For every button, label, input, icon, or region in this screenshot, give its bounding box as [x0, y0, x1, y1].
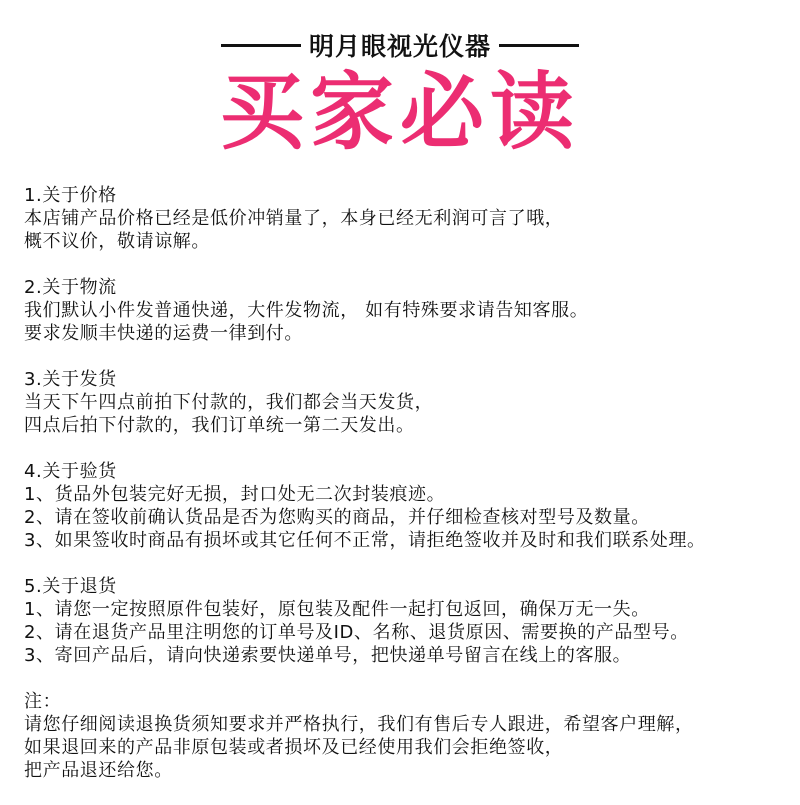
section-line: 本店铺产品价格已经是低价冲销量了，本身已经无利润可言了哦， [24, 208, 564, 229]
section-title: 注： [24, 691, 62, 712]
section-returns [24, 575, 794, 667]
section-line: 四点后拍下付款的，我们订单统一第二天发出。 [24, 415, 415, 436]
section-line: 2、请在签收前确认货品是否为您购买的商品，并仔细检查核对型号及数量。 [24, 507, 650, 528]
section-note [24, 690, 794, 782]
section-line: 当天下午四点前拍下付款的，我们都会当天发货， [24, 392, 434, 413]
section-line: 把产品退还给您。 [24, 760, 173, 781]
section-line: 3、如果签收时商品有损坏或其它任何不正常，请拒绝签收并及时和我们联系处理。 [24, 530, 706, 551]
section-shipping [24, 368, 794, 437]
brand-line-left [221, 44, 301, 47]
section-title: 5.关于退货 [24, 576, 117, 597]
section-line: 请您仔细阅读退换货须知要求并严格执行，我们有售后专人跟进，希望客户理解， [24, 714, 694, 735]
section-price [24, 184, 794, 253]
section-line: 要求发顺丰快递的运费一律到付。 [24, 323, 303, 344]
section-logistics [24, 276, 794, 345]
brand-line-right [499, 44, 579, 47]
section-line: 概不议价，敬请谅解。 [24, 231, 210, 252]
section-line: 1、请您一定按照原件包装好，原包装及配件一起打包返回，确保万无一失。 [24, 599, 650, 620]
section-line: 2、请在退货产品里注明您的订单号及ID、名称、退货原因、需要换的产品型号。 [24, 622, 689, 643]
page-title: 买家必读 [219, 63, 580, 161]
brand-header [0, 28, 800, 62]
section-line: 3、寄回产品后，请向快递索要快递单号，把快递单号留言在线上的客服。 [24, 645, 632, 666]
section-title: 1.关于价格 [24, 185, 117, 206]
brand-name: 明月眼视光仪器 [308, 32, 491, 61]
section-title: 4.关于验货 [24, 461, 117, 482]
section-title: 2.关于物流 [24, 277, 117, 298]
section-title: 3.关于发货 [24, 369, 117, 390]
section-line: 1、货品外包装完好无损，封口处无二次封装痕迹。 [24, 484, 446, 505]
section-line: 我们默认小件发普通快递，大件发物流， 如有特殊要求请告知客服。 [24, 300, 589, 321]
section-line: 如果退回来的产品非原包装或者损坏及已经使用我们会拒绝签收， [24, 737, 564, 758]
section-inspection [24, 460, 794, 552]
notice-content [24, 184, 794, 805]
